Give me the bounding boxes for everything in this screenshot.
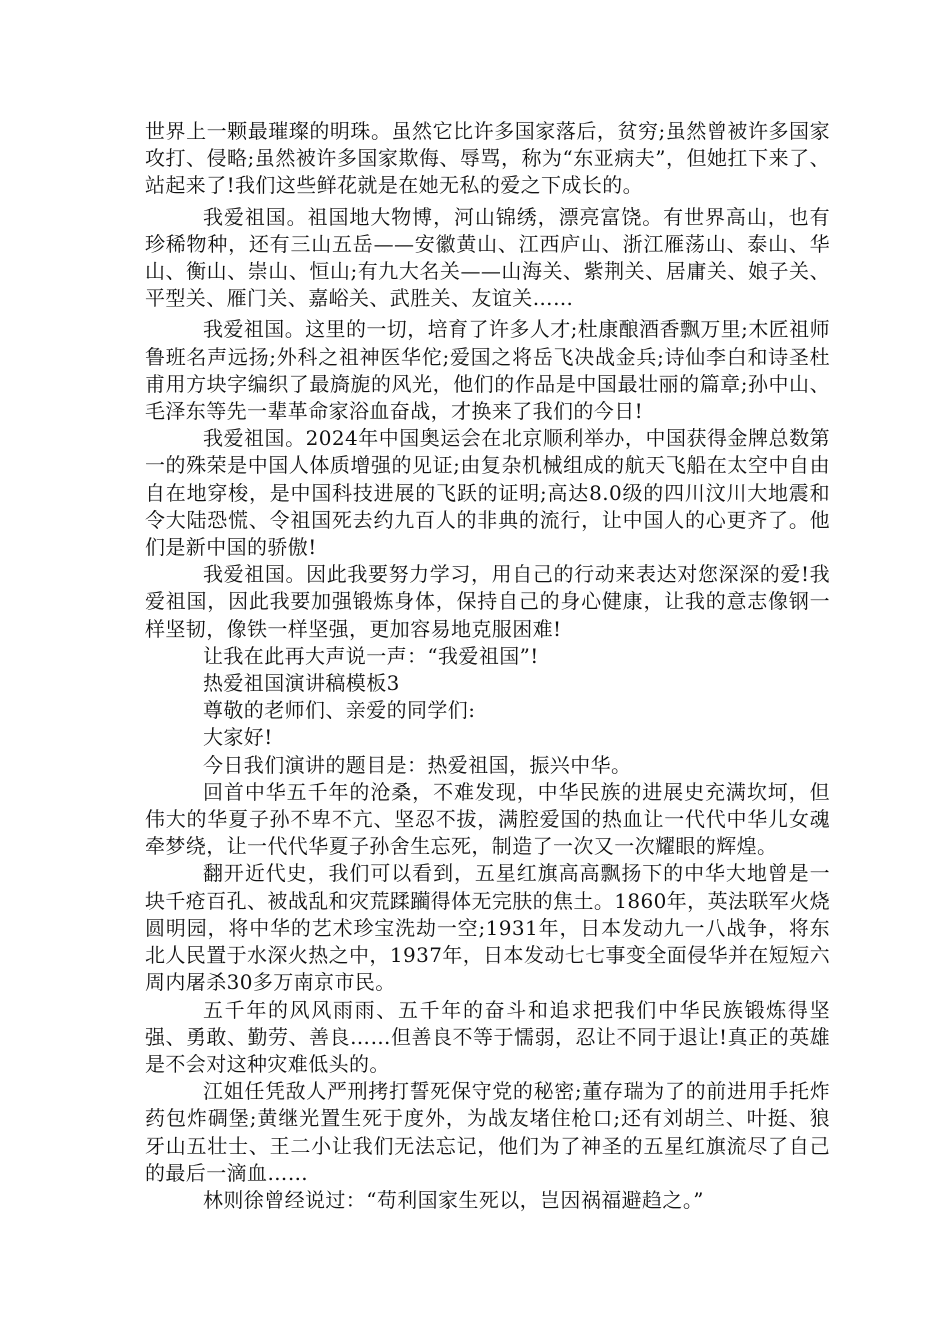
- section-heading: 热爱祖国演讲稿模板3: [203, 671, 400, 696]
- paragraph: 翻开近代史，我们可以看到，五星红旗高高飘扬下的中华大地曾是一块千疮百孔、被战乱和灾荒蹂躏得体无完肤的焦土。1860年，英法联军火烧圆明园，将中华的艺术珍宝洗劫一空;1931年，日本发动九一八战争，将东北人民置于水深火热之中，1937年，日本发动七七事变全面侵华并在短短六周内屠杀30多万南京市民。: [145, 861, 830, 995]
- paragraph: 五千年的风风雨雨、五千年的奋斗和追求把我们中华民族锻炼得坚强、勇敢、勤劳、善良……但善良不等于懦弱，忍让不同于退让!真正的英雄是不会对这种灾难低头的。: [145, 997, 830, 1076]
- paragraph: 江姐任凭敌人严刑拷打誓死保守党的秘密;董存瑞为了的前进用手托炸药包炸碉堡;黄继光置生死于度外，为战友堵住枪口;还有刘胡兰、叶挺、狼牙山五壮士、王二小让我们无法忘记，他们为了神圣的五星红旗流尽了自己的最后一滴血……: [145, 1079, 830, 1185]
- paragraph: 回首中华五千年的沧桑，不难发现，中华民族的进展史充满坎坷，但伟大的华夏子孙不卑不亢、坚忍不拔，满腔爱国的热血让一代代中华儿女魂牵梦绕，让一代代华夏子孙舍生忘死，制造了一次又一次耀眼的辉煌。: [145, 779, 830, 859]
- paragraph: 让我在此再大声说一声：“我爱祖国”!: [203, 643, 539, 668]
- paragraph: 世界上一颗最璀璨的明珠。虽然它比许多国家落后，贫穷;虽然曾被许多国家攻打、侵略;虽然被许多国家欺侮、辱骂，称为“东亚病夫”，但她扛下来了、站起来了!我们这些鲜花就是在她无私的爱之下成长的。: [145, 119, 830, 198]
- greeting: 大家好!: [203, 725, 273, 750]
- paragraph: 我爱祖国。祖国地大物博，河山锦绣，漂亮富饶。有世界高山，也有珍稀物种，还有三山五岳——安徽黄山、江西庐山、浙江雁荡山、泰山、华山、衡山、崇山、恒山;有九大名关——山海关、紫荆关、居庸关、娘子关、平型关、雁门关、嘉峪关、武胜关、友谊关……: [145, 204, 830, 311]
- paragraph: 我爱祖国。这里的一切，培育了许多人才;杜康酿酒香飘万里;木匠祖师鲁班名声远扬;外科之祖神医华佗;爱国之将岳飞决战金兵;诗仙李白和诗圣杜甫用方块字编织了最旖旎的风光，他们的作品是中国最壮丽的篇章;孙中山、毛泽东等先一辈革命家浴血奋战，才换来了我们的今日!: [145, 317, 830, 424]
- salutation: 尊敬的老师们、亲爱的同学们:: [203, 698, 476, 723]
- paragraph: 今日我们演讲的题目是：热爱祖国，振兴中华。: [203, 752, 632, 777]
- paragraph: 我爱祖国。因此我要努力学习，用自己的行动来表达对您深深的爱!我爱祖国，因此我要加强锻炼身体，保持自己的身心健康，让我的意志像钢一样坚韧，像铁一样坚强，更加容易地克服困难!: [145, 562, 830, 641]
- quote-paragraph: 林则徐曾经说过：“苟利国家生死以，岂因祸福避趋之。”: [203, 1187, 704, 1212]
- document-body: [145, 118, 830, 1214]
- paragraph: 我爱祖国。2024年中国奥运会在北京顺利举办，中国获得金牌总数第一的殊荣是中国人体质增强的见证;由复杂机械组成的航天飞船在太空中自由自在地穿梭，是中国科技进展的飞跃的证明;高达8.0级的四川汶川大地震和令大陆恐慌、令祖国死去约九百人的非典的流行，让中国人的心更齐了。他们是新中国的骄傲!: [145, 426, 830, 560]
